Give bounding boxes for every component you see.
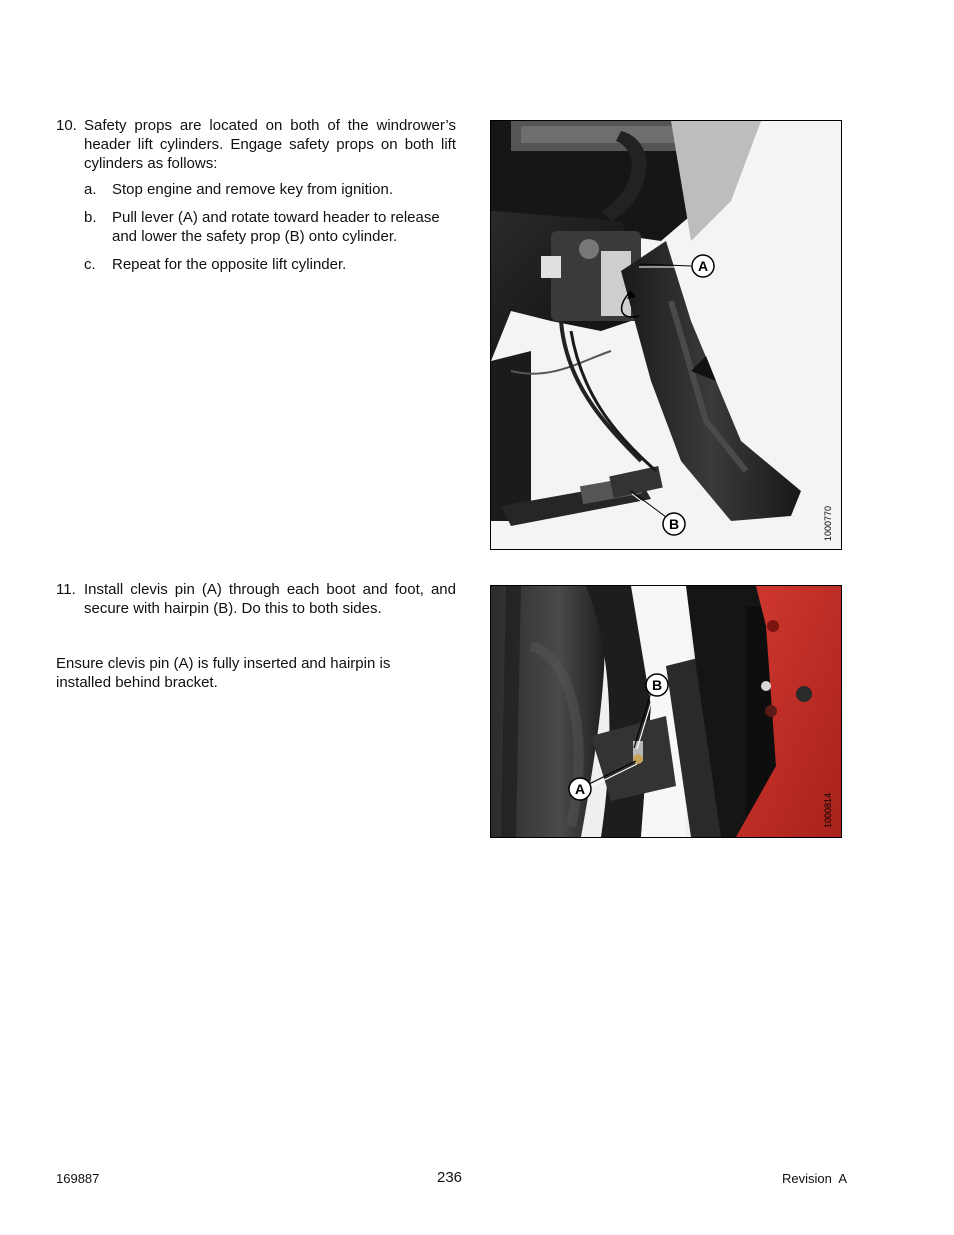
substep-a xyxy=(84,180,456,199)
substep-letter: c. xyxy=(84,256,96,273)
substep-text: Repeat for the opposite lift cylinder. xyxy=(112,256,347,273)
substep-text: Stop engine and remove key from ignition. xyxy=(112,181,393,198)
callout-b: B xyxy=(651,677,663,693)
substep-letter: a. xyxy=(84,181,97,198)
callout-b: B xyxy=(668,516,680,532)
substep-letter: b. xyxy=(84,209,97,226)
figure-id: 1000770 xyxy=(823,505,833,541)
step-text: Safety props are located on both of the windrower’s header lift cylinders. Engage safety props on both lift cylinders as follows: xyxy=(84,117,456,172)
step-text: Install clevis pin (A) through each boot and foot, and secure with hairpin (B). Do this to both sides. xyxy=(84,581,456,617)
footer-page-number: 236 xyxy=(437,1169,463,1186)
substep-b xyxy=(84,208,456,246)
figure-safety-prop xyxy=(490,120,842,550)
step-number: 10. xyxy=(56,117,77,134)
footer-doc-number: 169887 xyxy=(56,1171,100,1186)
clevis-pin-photo xyxy=(491,586,841,837)
substep-c xyxy=(84,255,456,274)
callout-a: A xyxy=(574,781,586,797)
step-11 xyxy=(56,580,456,618)
safety-prop-photo xyxy=(491,121,841,549)
callout-a: A xyxy=(697,258,709,274)
step-number: 11. xyxy=(56,581,76,598)
note-text: Ensure clevis pin (A) is fully inserted and hairpin is installed behind bracket. xyxy=(56,655,391,691)
figure-clevis-pin xyxy=(490,585,842,838)
footer-revision: Revision A xyxy=(782,1171,848,1186)
substep-text: Pull lever (A) and rotate toward header to release and lower the safety prop (B) onto cylinder. xyxy=(112,209,440,245)
step-10 xyxy=(56,116,456,173)
figure-id: 1000814 xyxy=(823,792,833,828)
